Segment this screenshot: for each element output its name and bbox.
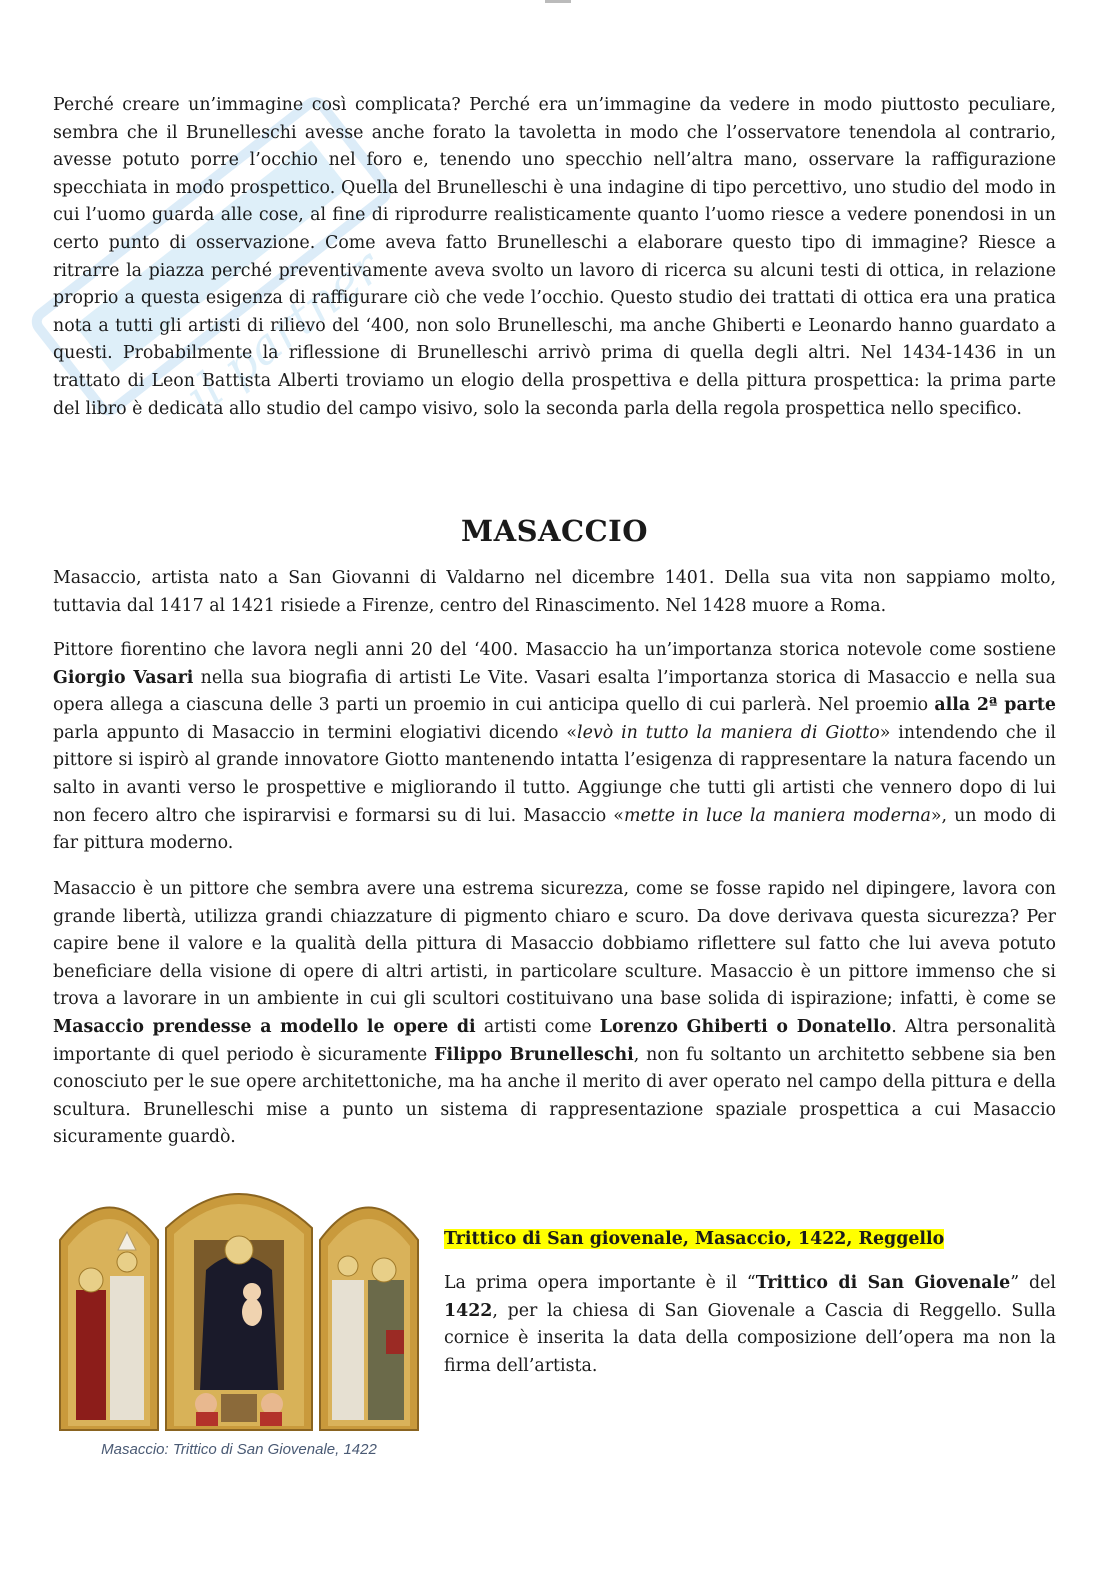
work-description — [444, 1226, 1056, 1380]
bold-work-year: 1422 — [444, 1300, 493, 1321]
text-run: La prima opera importante è il “ — [444, 1273, 756, 1293]
text-run: , per la chiesa di San Giovenale a Cascia di Reggello. Sulla cornice è inserita la data della composizione dell’opera ma non la firma dell’artista. — [444, 1300, 1056, 1376]
text-run: parla appunto di Masaccio in termini elogiativi dicendo « — [53, 722, 578, 743]
text-run: », un modo di far pittura moderno. — [53, 805, 1056, 854]
work-title: Trittico di San giovenale, Masaccio, 1422, Reggello — [444, 1229, 945, 1249]
svg-text:il partner: il partner — [175, 239, 392, 426]
section-title: MASACCIO — [460, 514, 649, 548]
vasari-paragraph — [53, 637, 1056, 858]
bold-work-name: Trittico di San Giovenale — [755, 1273, 1011, 1293]
triptych-image — [56, 1180, 422, 1434]
italic-quote-giotto: levò in tutto la maniera di Giotto — [577, 722, 880, 743]
bold-vasari: Giorgio Vasari — [53, 667, 194, 688]
italic-quote-moderna: mette in luce la maniera moderna — [623, 805, 931, 826]
work-paragraph — [444, 1270, 1056, 1380]
text-run: artisti come — [475, 1016, 600, 1037]
bold-brunelleschi: Filippo Brunelleschi — [434, 1044, 634, 1065]
figure-caption: Masaccio: Trittico di San Giovenale, 1422 — [101, 1441, 377, 1458]
text-run: . Altra personalità importante di quel periodo è sicuramente — [53, 1016, 1056, 1065]
text-run: » intendendo che il pittore si ispirò al grande innovatore Giotto mantenendo intatta l’esigenza di rappresentare la natura facendo un salto in avanti verso le prospettive e migliorando il tutto. Aggiunge che tutti gli artisti che vennero dopo di lui non fecero altro che ispirarvisi e formarsi su di lui. Masaccio « — [53, 722, 1056, 826]
bold-modello: Masaccio prendesse a modello le opere di — [53, 1016, 476, 1037]
bold-second-part: alla 2ª parte — [934, 695, 1056, 716]
style-paragraph — [53, 876, 1056, 1152]
bold-ghiberti-donatello: Lorenzo Ghiberti o Donatello — [599, 1016, 892, 1037]
masaccio-bio-paragraph: Masaccio, artista nato a San Giovanni di Valdarno nel dicembre 1401. Della sua vita non sappiamo molto, tuttavia dal 1417 al 1421 risiede a Firenze, centro del Rinascimento. Nel 1428 muore a Roma. — [53, 568, 1056, 616]
text-run: ” del — [1010, 1273, 1056, 1293]
page-header-mark — [545, 0, 571, 3]
intro-paragraph: Perché creare un’immagine così complicata? Perché era un’immagine da vedere in modo piuttosto peculiare, sembra che il Brunelleschi avesse anche forato la tavoletta in modo che l’osservatore tenendola al contrario, avesse potuto porre l’occhio nel foro e, tenendo uno specchio nell’altra mano, osservare la raffigurazione specchiata in modo prospettico. Quella del Brunelleschi è una indagine di tipo percettivo, uno studio del modo in cui l’uomo guarda alle cose, al fine di riprodurre realisticamente quanto l’uomo riesce a vedere ponendosi in un certo punto di osservazione. Come aveva fatto Brunelleschi a elaborare questo tipo di immagine? Riesce a ritrarre la piazza perché preventivamente aveva svolto un lavoro di ricerca su alcuni testi di ottica, in relazione proprio a questa esigenza di raffigurare ciò che vede l’occhio. Questo studio dei trattati di ottica era una pratica nota a tutti gli artisti di rilievo del ‘400, non solo Brunelleschi, ma anche Ghiberti e Leonardo hanno guardato a questi. Probabilmente la riflessione di Brunelleschi arrivò prima di quella degli altri. Nel 1434-1436 in un trattato di Leon Battista Alberti troviamo un elogio della prospettiva e della pittura prospettica: la prima parte del libro è dedicata allo studio del campo visivo, solo la seconda parla della regola prospettica nello specifico. — [53, 95, 1056, 419]
text-run: , non fu soltanto un architetto sebbene sia ben conosciuto per le sue opere architettoniche, ma ha anche il merito di aver operato nel campo della pittura e della scultura. Brunelleschi mise a punto un sistema di rappresentazione spaziale prospettica a cui Masaccio sicuramente guardò. — [53, 1044, 1056, 1148]
text-run: nella sua biografia di artisti Le Vite. Vasari esalta l’importanza storica di Masaccio e nella sua opera allega a ciascuna delle 3 parti un proemio in cui anticipa quello di cui parlerà. Nel proemio — [53, 667, 1056, 716]
text-run: Masaccio è un pittore che sembra avere una estrema sicurezza, come se fosse rapido nel dipingere, lavora con grande libertà, utilizza grandi chiazzature di pigmento chiaro e scuro. Da dove derivava questa sicurezza? Per capire bene il valore e la qualità della pittura di Masaccio dobbiamo riflettere sul fatto che lui aveva potuto beneficiare della visione di opere di altri artisti, in particolare sculture. Masaccio è un pittore immenso che si trova a lavorare in un ambiente in cui gli scultori costituivano una base solida di ispirazione; infatti, è come se — [53, 879, 1056, 1010]
text-run: Pittore fiorentino che lavora negli anni 20 del ‘400. Masaccio ha un’importanza storica notevole come sostiene — [53, 640, 1056, 660]
